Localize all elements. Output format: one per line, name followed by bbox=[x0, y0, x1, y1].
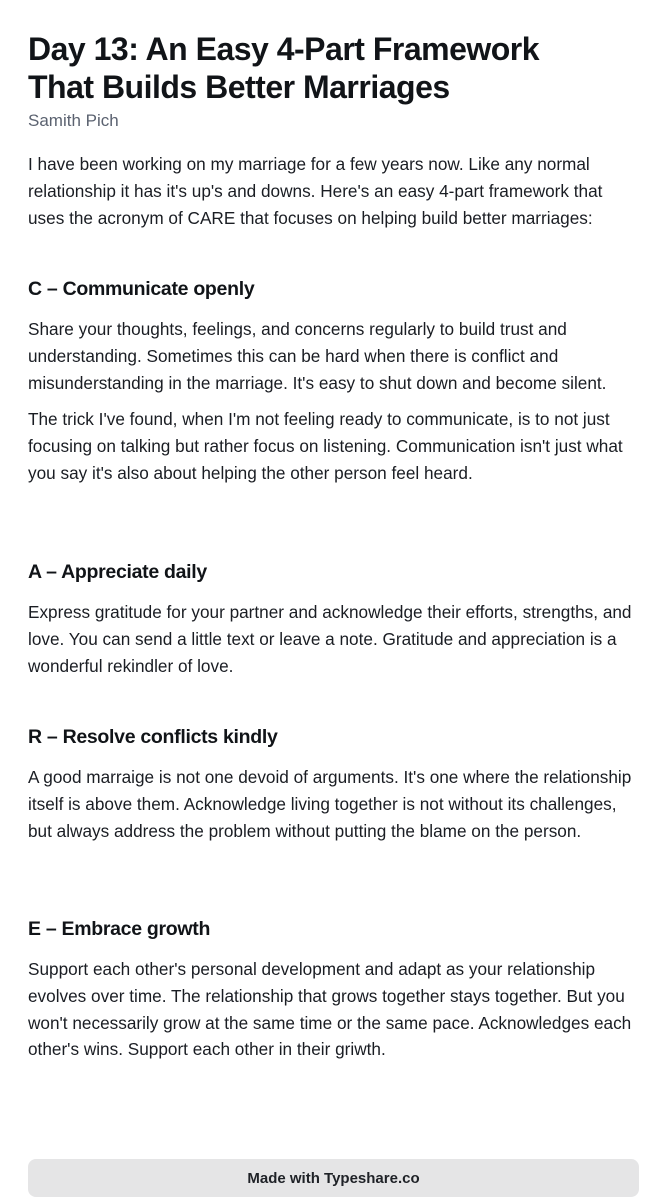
section-embrace bbox=[28, 916, 640, 1063]
section-paragraph: Share your thoughts, feelings, and concerns regularly to build trust and understanding. Sometimes this can be hard when there is conflict and misunderstanding in the marriage. It's easy to shut down and become silent. bbox=[28, 319, 607, 393]
section-heading-embrace: E – Embrace growth bbox=[28, 918, 211, 940]
article-title-line-1: Day 13: An Easy 4-Part Framework bbox=[28, 31, 540, 67]
intro-paragraph: I have been working on my marriage for a few years now. Like any normal relationship it has it's up's and downs. Here's an easy 4-part framework that uses the acronym of CARE that focuses on helping build better marriages: bbox=[28, 154, 603, 228]
section-appreciate bbox=[28, 559, 640, 679]
section-paragraph: A good marraige is not one devoid of arguments. It's one where the relationship itself is above them. Acknowledge living together is not without its challenges, but always address the problem without putting the blame on the person. bbox=[28, 767, 632, 841]
section-communicate bbox=[28, 276, 640, 487]
section-heading-appreciate: A – Appreciate daily bbox=[28, 561, 207, 583]
article bbox=[28, 30, 640, 231]
section-paragraph: The trick I've found, when I'm not feeling ready to communicate, is to not just focusing on talking but rather focus on listening. Communication isn't just what you say it's also about helping the other person feel heard. bbox=[28, 409, 623, 483]
section-heading-resolve: R – Resolve conflicts kindly bbox=[28, 726, 278, 748]
article-title-line-2: That Builds Better Marriages bbox=[28, 69, 450, 105]
article-title bbox=[28, 30, 640, 106]
section-resolve bbox=[28, 724, 640, 844]
section-heading-communicate: C – Communicate openly bbox=[28, 278, 255, 300]
section-paragraph: Express gratitude for your partner and acknowledge their efforts, strengths, and love. You can send a little text or leave a note. Gratitude and appreciation is a wonderful rekindler of love. bbox=[28, 602, 632, 676]
section-paragraph: Support each other's personal development and adapt as your relationship evolves over time. The relationship that grows together stays together. But you won't necessarily grow at the same time or the same pace. Acknowledges each other's wins. Support each other in their griwth. bbox=[28, 959, 632, 1060]
author-name: Samith Pich bbox=[28, 111, 119, 130]
made-with-typeshare-badge[interactable]: Made with Typeshare.co bbox=[28, 1159, 639, 1197]
